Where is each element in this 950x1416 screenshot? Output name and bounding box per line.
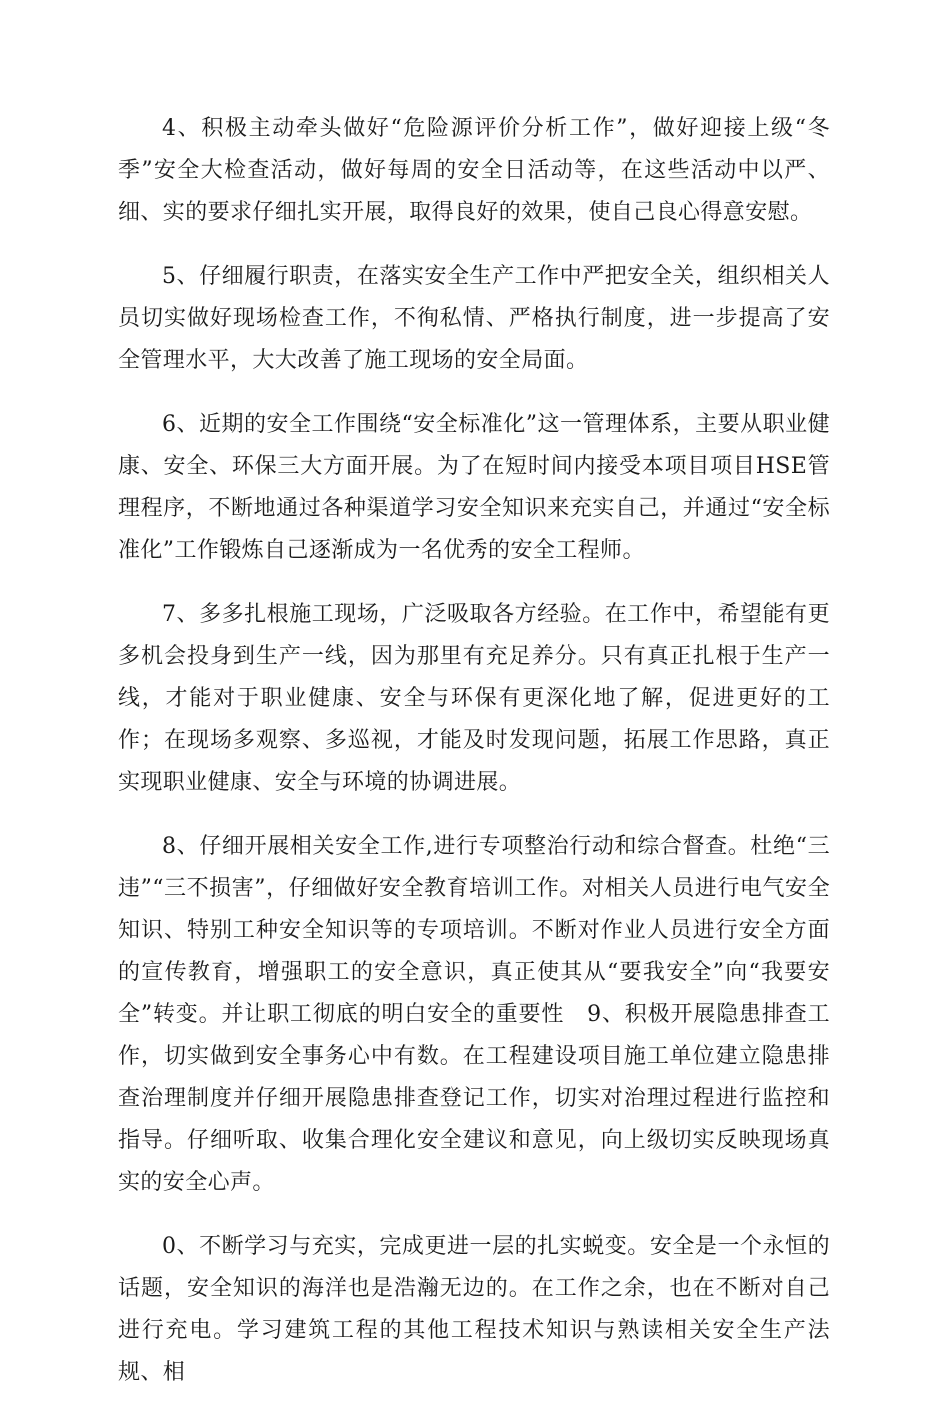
paragraph-4: 4、积极主动牵头做好“危险源评价分析工作”，做好迎接上级“冬季”安全大检查活动，做好每周的安全日活动等，在这些活动中以严、细、实的要求仔细扎实开展，取得良好的效果，使自己良心得意安慰。 (118, 116, 830, 225)
document-body (118, 108, 830, 1416)
paragraph-10: 0、不断学习与充实，完成更进一层的扎实蜕变。安全是一个永恒的话题，安全知识的海洋也是浩瀚无边的。在工作之余，也在不断对自己进行充电。学习建筑工程的其他工程技术知识与熟读相关安全生产法规、相 (118, 1234, 830, 1385)
paragraph-5: 5、仔细履行职责，在落实安全生产工作中严把安全关，组织相关人员切实做好现场检查工作，不徇私情、严格执行制度，进一步提高了安全管理水平，大大改善了施工现场的安全局面。 (118, 264, 830, 373)
paragraph-7: 7、多多扎根施工现场，广泛吸取各方经验。在工作中，希望能有更多机会投身到生产一线，因为那里有充足养分。只有真正扎根于生产一线，才能对于职业健康、安全与环保有更深化地了解，促进更好的工作；在现场多观察、多巡视，才能及时发现问题，拓展工作思路，真正实现职业健康、安全与环境的协调进展。 (118, 602, 830, 795)
paragraph-8-9: 8、仔细开展相关安全工作,进行专项整治行动和综合督查。杜绝“三违”“三不损害”，仔细做好安全教育培训工作。对相关人员进行电气安全知识、特别工种安全知识等的专项培训。不断对作业人员进行安全方面的宣传教育，增强职工的安全意识，真正使其从“要我安全”向“我要安全”转变。并让职工彻底的明白安全的重要性 9、积极开展隐患排查工作，切实做到安全事务心中有数。在工程建设项目施工单位建立隐患排查治理制度并仔细开展隐患排查登记工作，切实对治理过程进行监控和指导。仔细听取、收集合理化安全建议和意见，向上级切实反映现场真实的安全心声。 (118, 834, 830, 1195)
paragraph-6: 6、近期的安全工作围绕“安全标准化”这一管理体系，主要从职业健康、安全、环保三大方面开展。为了在短时间内接受本项目项目HSE管理程序，不断地通过各种渠道学习安全知识来充实自己，并通过“安全标准化”工作锻炼自己逐渐成为一名优秀的安全工程师。 (118, 412, 830, 563)
